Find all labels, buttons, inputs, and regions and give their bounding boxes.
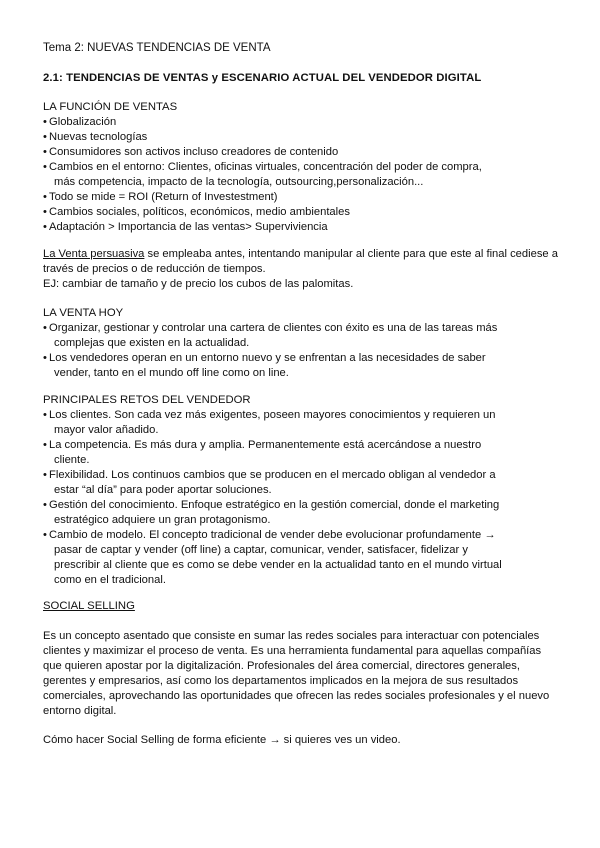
section-social-selling (43, 599, 563, 614)
howto-line-block (43, 733, 563, 748)
bullet-list (43, 321, 563, 381)
paragraph-line: La Venta persuasiva se empleaba antes, intentando manipular al cliente para que este al final cediese a (43, 248, 558, 260)
list-item: • Los vendedores operan en un entorno nuevo y se enfrentan a las necesidades de saber vender, tanto en el mundo off line como on line. (43, 351, 563, 381)
list-item: • Adaptación > Importancia de las ventas> Superviviencia (43, 220, 563, 235)
paragraph-line: entorno digital. (43, 705, 117, 717)
list-item: • Los clientes. Son cada vez más exigentes, poseen mayores conocimientos y requieren un mayor valor añadido. (43, 408, 563, 438)
list-item: • Cambio de modelo. El concepto tradicional de vender debe evolucionar profundamente → pasar de captar y vender (off line) a captar, comunicar, vender, satisfacer, fidelizar y prescribir al cliente que es como se debe vender en la actualidad tanto en el mundo virtual como en el tradicional. (43, 528, 563, 588)
list-item: • Cambios sociales, políticos, económicos, medio ambientales (43, 205, 563, 220)
paragraph-line: EJ: cambiar de tamaño y de precio los cubos de las palomitas. (43, 278, 354, 290)
section-heading: SOCIAL SELLING (43, 600, 135, 612)
list-item: • La competencia. Es más dura y amplia. Permanentemente está acercándose a nuestro cliente. (43, 438, 563, 468)
section-venta-hoy (43, 306, 563, 381)
paragraph-line: través de precios o de reducción de tiempos. (43, 263, 266, 275)
paragraph-line: gerentes y empresarios, así como los departamentos implicados en la mejora de sus resultados (43, 675, 519, 687)
section-heading: PRINCIPALES RETOS DEL VENDEDOR (43, 394, 251, 406)
paragraph-line: Es un concepto asentado que consiste en sumar las redes sociales para interactuar con potenciales (43, 630, 540, 642)
paragraph-line: que quieren apostar por la digitalización. Profesionales del área comercial, directores generales, (43, 660, 520, 672)
list-item: • Flexibilidad. Los continuos cambios que se producen en el mercado obligan al vendedor a estar “al día” para poder aportar soluciones. (43, 468, 563, 498)
doc-title: Tema 2: NUEVAS TENDENCIAS DE VENTA (43, 42, 271, 54)
list-item: • Consumidores son activos incluso creadores de contenido (43, 145, 563, 160)
bullet-list (43, 115, 563, 235)
doc-subtitle-block (43, 71, 563, 86)
list-item: • Todo se mide = ROI (Return of Investestment) (43, 190, 563, 205)
section-funcion-ventas (43, 100, 563, 235)
doc-subtitle: 2.1: TENDENCIAS DE VENTAS y ESCENARIO ACTUAL DEL VENDEDOR DIGITAL (43, 72, 482, 84)
bullet-list (43, 408, 563, 588)
list-item: • Organizar, gestionar y controlar una cartera de clientes con éxito es una de las tareas más complejas que existen en la actualidad. (43, 321, 563, 351)
paragraph-line: comerciales, aprovechando las oportunidades que ofrecen las redes sociales profesionales y el nuevo (43, 690, 550, 702)
list-item: • Cambios en el entorno: Clientes, oficinas virtuales, concentración del poder de compra, más competencia, impacto de la tecnología, outsourcing,personalización... (43, 160, 563, 190)
list-item: • Nuevas tecnologías (43, 130, 563, 145)
section-heading: LA FUNCIÓN DE VENTAS (43, 101, 178, 113)
section-heading: LA VENTA HOY (43, 307, 124, 319)
doc-title-block (43, 41, 563, 56)
howto-line: Cómo hacer Social Selling de forma eficiente → si quieres ves un video. (43, 734, 401, 746)
underlined-term: La Venta persuasiva (43, 248, 145, 260)
paragraph-line: clientes y maximizar el proceso de venta. Es una herramienta fundamental para aquellas compañías (43, 645, 542, 657)
list-item: • Gestión del conocimiento. Enfoque estratégico en la gestión comercial, donde el marketing estratégico adquiere un gran protagonismo. (43, 498, 563, 528)
list-item: • Globalización (43, 115, 563, 130)
paragraph-venta-persuasiva (43, 247, 563, 292)
paragraph-social-selling (43, 629, 563, 719)
section-retos-vendedor (43, 393, 563, 588)
